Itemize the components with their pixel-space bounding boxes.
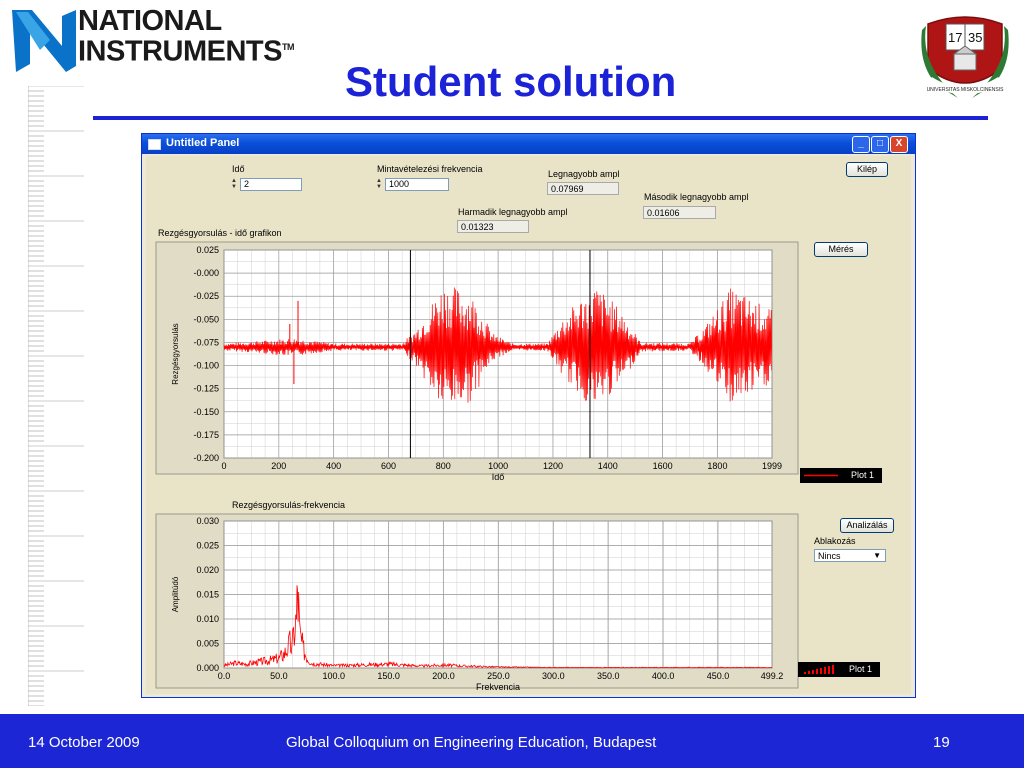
y-tick-label-1: 0.010 xyxy=(196,614,219,624)
third-ampl-indicator: 0.01323 xyxy=(457,220,529,233)
y-tick-label-0: -0.050 xyxy=(193,314,219,325)
y-tick-label-0: -0.100 xyxy=(193,360,219,371)
y-tick-label-1: 0.020 xyxy=(196,565,219,575)
seal-year-left: 17 xyxy=(948,30,963,45)
second-ampl-indicator: 0.01606 xyxy=(643,206,716,219)
y-tick-label-0: -0.000 xyxy=(193,268,219,279)
frequency-graph xyxy=(154,498,804,690)
ido-label: Idő xyxy=(232,164,245,174)
y-tick-label-0: -0.175 xyxy=(193,429,219,440)
y-tick-label-1: 0.015 xyxy=(196,589,219,600)
window-titlebar[interactable] xyxy=(142,134,915,154)
y-tick-label-0: -0.125 xyxy=(193,383,219,394)
x-tick-label-1: 450.0 xyxy=(706,671,730,681)
x-tick-label-0: 600 xyxy=(380,461,396,471)
ido-spin-arrows-icon[interactable]: ▲ ▼ xyxy=(231,178,237,190)
x-tick-label-1: 400.0 xyxy=(651,671,675,681)
x-tick-label-1: 499.2 xyxy=(760,671,784,681)
frequency-graph-title: Rezgésgyorsulás-frekvencia xyxy=(232,500,346,510)
panel-client-area xyxy=(146,156,911,694)
maximize-button[interactable]: □ xyxy=(871,136,889,153)
ni-logo-tm: TM xyxy=(281,42,294,52)
title-rule xyxy=(93,116,988,120)
x-tick-label-1: 200.0 xyxy=(432,671,455,681)
max-ampl-label: Legnagyobb ampl xyxy=(548,169,620,179)
x-tick-label-1: 50.0 xyxy=(270,671,288,681)
y-axis-label-1: Amplitúdó xyxy=(171,576,180,613)
sampling-frequency-input[interactable] xyxy=(385,178,449,191)
exit-button[interactable]: Kilép xyxy=(846,162,888,177)
x-tick-label-0: 800 xyxy=(435,461,451,471)
max-ampl-indicator: 0.07969 xyxy=(547,182,619,195)
x-tick-label-0: 1800 xyxy=(707,461,728,471)
time-legend-swatch-icon xyxy=(804,474,838,477)
y-tick-label-0: 0.025 xyxy=(196,245,219,255)
time-graph-title: Rezgésgyorsulás - idő grafikon xyxy=(158,228,282,238)
x-tick-label-1: 350.0 xyxy=(596,671,620,681)
footer-event: Global Colloquium on Engineering Education, Budapest xyxy=(286,734,657,751)
x-tick-label-0: 200 xyxy=(271,461,287,471)
seal-motto: UNIVERSITAS MISKOLCINENSIS xyxy=(926,87,1004,93)
time-legend-label: Plot 1 xyxy=(850,470,874,480)
ni-logo-line2 xyxy=(78,34,294,68)
y-tick-label-1: 0.030 xyxy=(196,516,219,526)
ni-logo-line1: NATIONAL xyxy=(78,5,222,37)
windowing-select[interactable] xyxy=(814,549,886,562)
y-tick-label-1: 0.005 xyxy=(196,638,219,649)
y-tick-label-0: -0.200 xyxy=(193,453,219,463)
footer-date: 14 October 2009 xyxy=(28,734,140,751)
frequency-legend-swatch-icon xyxy=(802,665,836,675)
panel-window xyxy=(141,133,916,698)
frequency-graph-legend xyxy=(798,662,880,677)
minimize-button[interactable]: _ xyxy=(852,136,870,153)
y-tick-label-0: -0.025 xyxy=(193,291,219,302)
x-axis-label-1: Frekvencia xyxy=(475,682,521,690)
y-tick-label-1: 0.000 xyxy=(196,663,219,673)
sampling-frequency-label: Mintavételezési frekvencia xyxy=(377,164,483,174)
ni-logo-line2-text: INSTRUMENTS xyxy=(78,35,282,68)
x-tick-label-0: 1400 xyxy=(597,461,618,471)
close-button[interactable]: X xyxy=(890,136,908,153)
x-tick-label-0: 0 xyxy=(221,461,227,471)
slide-title: Student solution xyxy=(345,58,677,105)
window-app-icon xyxy=(148,139,161,150)
y-tick-label-1: 0.025 xyxy=(196,540,219,551)
y-axis-label-0: Rezgésgyorsulás xyxy=(171,323,180,385)
analyze-button[interactable]: Analizálás xyxy=(840,518,894,533)
time-graph-legend xyxy=(800,468,882,483)
dropdown-arrow-icon: ▼ xyxy=(873,551,881,560)
side-ruler-decoration xyxy=(28,86,88,706)
university-seal-icon xyxy=(918,6,1012,104)
slide-footer xyxy=(0,714,1024,768)
third-ampl-label: Harmadik legnagyobb ampl xyxy=(458,207,568,217)
x-tick-label-0: 1999 xyxy=(761,461,783,471)
x-tick-label-1: 300.0 xyxy=(542,671,565,681)
windowing-select-value: Nincs xyxy=(818,551,841,561)
x-tick-label-0: 1600 xyxy=(652,461,673,471)
x-tick-label-0: 1200 xyxy=(542,461,563,471)
time-graph xyxy=(154,226,804,488)
x-tick-label-1: 150.0 xyxy=(377,671,400,681)
footer-page-number: 19 xyxy=(933,734,950,751)
x-tick-label-1: 0.0 xyxy=(217,671,231,681)
second-ampl-label: Második legnagyobb ampl xyxy=(644,192,749,202)
windowing-label: Ablakozás xyxy=(814,536,856,546)
measure-button[interactable]: Mérés xyxy=(814,242,868,257)
frequency-legend-label: Plot 1 xyxy=(848,664,872,674)
ido-input[interactable] xyxy=(240,178,302,191)
x-axis-label-0: Idő xyxy=(491,472,505,482)
x-tick-label-1: 100.0 xyxy=(322,671,346,681)
seal-year-right: 35 xyxy=(968,30,983,45)
frequency-spin-arrows-icon[interactable]: ▲ ▼ xyxy=(376,178,382,190)
ni-logo-text xyxy=(78,5,294,68)
y-tick-label-0: -0.075 xyxy=(193,337,219,348)
y-tick-label-0: -0.150 xyxy=(193,406,219,417)
x-tick-label-0: 400 xyxy=(326,461,342,471)
window-title: Untitled Panel xyxy=(166,137,240,149)
x-tick-label-1: 250.0 xyxy=(487,671,510,681)
x-tick-label-0: 1000 xyxy=(488,461,509,471)
